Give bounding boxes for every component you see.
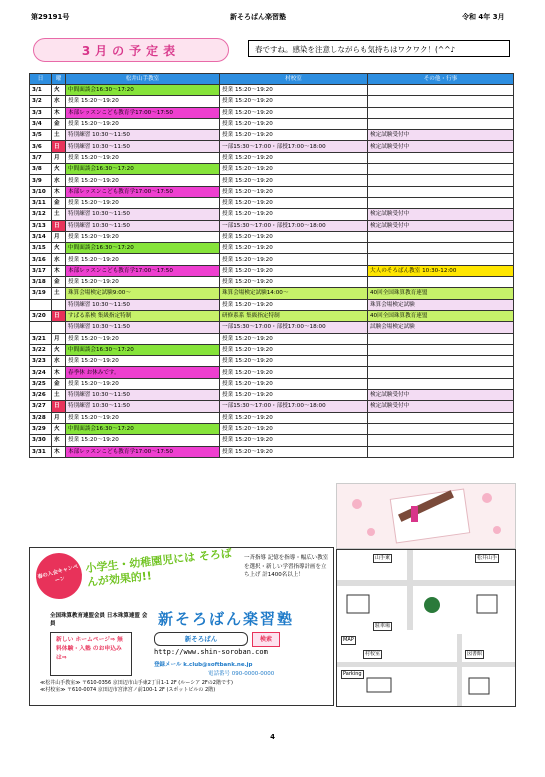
advertisement <box>29 547 334 706</box>
map-label-school: 村校室 <box>365 651 381 657</box>
schedule-body <box>30 85 514 458</box>
map-label-parking-lot: 駐車場 <box>375 623 391 629</box>
row-date <box>30 299 52 310</box>
row-second-school: 授業 15:20～19:20 <box>220 231 368 242</box>
row-matsui-yamate: 特別練習 10:30～11:50 <box>66 322 220 333</box>
row-date <box>30 322 52 333</box>
row-event <box>368 412 514 423</box>
row-matsui-yamate: 授業 15:20～19:20 <box>66 96 220 107</box>
row-matsui-yamate: 特別練習 10:30～11:50 <box>66 401 220 412</box>
row-matsui-yamate: 特別練習 10:30～11:50 <box>66 390 220 401</box>
row-date: 3/9 <box>30 175 52 186</box>
row-matsui-yamate: 中間面談会16:30～17:20 <box>66 164 220 175</box>
row-date: 3/26 <box>30 390 52 401</box>
contact-email: 登録メール k.club@softbank.ne.jp <box>154 662 253 668</box>
row-second-school: 授業 15:20～19:20 <box>220 209 368 220</box>
access-map <box>336 549 516 707</box>
row-weekday: 木 <box>52 107 66 118</box>
row-date: 3/7 <box>30 152 52 163</box>
row-second-school: 授業 15:20～19:20 <box>220 367 368 378</box>
row-event: 検定試験受付中 <box>368 220 514 231</box>
schedule-row <box>30 220 514 231</box>
row-event <box>368 164 514 175</box>
row-matsui-yamate: 授業 15:20～19:20 <box>66 356 220 367</box>
row-matsui-yamate: 授業 15:20～19:20 <box>66 412 220 423</box>
row-event <box>368 344 514 355</box>
row-event: 大人のそろばん教室 10:30-12:00 <box>368 265 514 276</box>
homepage-info: 新しい ホームページ⇒ 無料体験・入塾 のお申込みは⇒ <box>50 632 132 676</box>
map-label-station: 松井山手 <box>477 555 498 561</box>
row-matsui-yamate: 春季休 お休みです。 <box>66 367 220 378</box>
row-event: 検定試験受付中 <box>368 209 514 220</box>
row-weekday: 水 <box>52 175 66 186</box>
row-weekday: 火 <box>52 344 66 355</box>
row-matsui-yamate: 授業 15:20～19:20 <box>66 277 220 288</box>
row-second-school: 授業 15:20～19:20 <box>220 152 368 163</box>
row-second-school: 授業 15:20～19:20 <box>220 85 368 96</box>
row-weekday: 月 <box>52 231 66 242</box>
row-event: 検定試験受付中 <box>368 401 514 412</box>
row-matsui-yamate: 特別練習 10:30～11:50 <box>66 141 220 152</box>
schedule-row <box>30 356 514 367</box>
search-banner: 新そろばん <box>154 632 248 646</box>
row-weekday <box>52 322 66 333</box>
schedule-row <box>30 107 514 118</box>
row-date: 3/4 <box>30 118 52 129</box>
row-weekday: 火 <box>52 243 66 254</box>
row-weekday <box>52 299 66 310</box>
contact-phone: 電話番号 090-0000-0000 <box>208 671 275 677</box>
row-date: 3/17 <box>30 265 52 276</box>
schedule-row <box>30 401 514 412</box>
row-event <box>368 152 514 163</box>
map-label-map: MAP <box>343 637 354 643</box>
row-date: 3/30 <box>30 435 52 446</box>
row-event: 検定試験受付中 <box>368 130 514 141</box>
row-weekday: 火 <box>52 423 66 434</box>
schedule-row <box>30 344 514 355</box>
row-matsui-yamate: すぱる系検 集級指定特制 <box>66 310 220 321</box>
row-second-school: 授業 15:20～19:20 <box>220 254 368 265</box>
row-event: 40回全国珠算教育連盟 <box>368 288 514 299</box>
row-event: 試験会場検定試験 <box>368 322 514 333</box>
schedule-row <box>30 164 514 175</box>
row-matsui-yamate: 本部レッスンこども教育学17:00～17:50 <box>66 446 220 457</box>
header-matsui-yamate: 松井山手教室 <box>66 74 220 85</box>
row-second-school: 授業 15:20～19:20 <box>220 107 368 118</box>
row-weekday: 月 <box>52 412 66 423</box>
row-matsui-yamate: 特別練習 10:30～11:50 <box>66 130 220 141</box>
schedule-header-row <box>30 74 514 85</box>
row-date: 3/1 <box>30 85 52 96</box>
row-event <box>368 231 514 242</box>
search-button[interactable]: 検索 <box>252 632 280 647</box>
schedule-row <box>30 96 514 107</box>
row-matsui-yamate: 中間面談会16:30～17:20 <box>66 423 220 434</box>
row-event <box>368 333 514 344</box>
row-second-school: 授業 15:20～19:20 <box>220 118 368 129</box>
schedule-row <box>30 254 514 265</box>
website-url[interactable]: http://www.shin-soroban.com <box>154 648 268 656</box>
row-date: 3/10 <box>30 186 52 197</box>
issue-date: 令和 4年 3月 <box>462 13 505 21</box>
campaign-stamp: 春の入会キャンペーン <box>31 548 87 604</box>
row-second-school: 授業 15:20～19:20 <box>220 378 368 389</box>
school-name: 新そろばん楽習塾 <box>158 610 295 628</box>
row-date: 3/22 <box>30 344 52 355</box>
row-second-school: 授業 15:20～19:20 <box>220 390 368 401</box>
row-weekday: 日 <box>52 310 66 321</box>
ad-catchphrase: 小学生・幼稚園児には そろばんが効果的!! <box>84 546 233 590</box>
row-event <box>368 96 514 107</box>
row-matsui-yamate: 授業 15:20～19:20 <box>66 231 220 242</box>
row-second-school: 授業 15:20～19:20 <box>220 299 368 310</box>
row-second-school: 授業 15:20～19:20 <box>220 243 368 254</box>
row-event <box>368 197 514 208</box>
row-matsui-yamate: 本部レッスンこども教育学17:00～17:50 <box>66 107 220 118</box>
row-matsui-yamate: 中間面談会16:30～17:20 <box>66 243 220 254</box>
row-matsui-yamate: 授業 15:20～19:20 <box>66 254 220 265</box>
map-label-area: 山手東 <box>375 555 391 561</box>
header-weekday: 曜 <box>52 74 66 85</box>
row-event <box>368 107 514 118</box>
row-matsui-yamate: 中間面談会16:30～17:20 <box>66 85 220 96</box>
schedule-row <box>30 209 514 220</box>
row-second-school: 授業 15:20～19:20 <box>220 164 368 175</box>
row-second-school: 授業 15:20～19:20 <box>220 333 368 344</box>
row-date: 3/28 <box>30 412 52 423</box>
row-second-school: 授業 15:20～19:20 <box>220 344 368 355</box>
row-second-school: 授業 15:20～19:20 <box>220 197 368 208</box>
row-date: 3/11 <box>30 197 52 208</box>
schedule-row <box>30 435 514 446</box>
row-second-school: 授業 15:20～19:20 <box>220 175 368 186</box>
row-weekday: 金 <box>52 118 66 129</box>
row-date: 3/21 <box>30 333 52 344</box>
row-second-school: 授業 15:20～19:20 <box>220 277 368 288</box>
schedule-row <box>30 130 514 141</box>
issue-number: 第29191号 <box>31 13 70 21</box>
schedule-row <box>30 277 514 288</box>
page-title: 3月の予定表 <box>33 38 229 62</box>
school-addresses <box>40 680 330 694</box>
row-weekday: 水 <box>52 435 66 446</box>
row-second-school: 授業 15:20～19:20 <box>220 130 368 141</box>
row-weekday: 木 <box>52 186 66 197</box>
schedule-row <box>30 186 514 197</box>
row-matsui-yamate: 特別練習 10:30～11:50 <box>66 299 220 310</box>
row-matsui-yamate: 特別練習 10:30～11:50 <box>66 209 220 220</box>
row-date: 3/15 <box>30 243 52 254</box>
row-event <box>368 85 514 96</box>
page-number: 4 <box>270 733 275 741</box>
row-matsui-yamate: 本部レッスンこども教育学17:00～17:50 <box>66 265 220 276</box>
row-event <box>368 243 514 254</box>
row-second-school: 授業 15:20～19:20 <box>220 356 368 367</box>
schedule-row <box>30 378 514 389</box>
row-event <box>368 423 514 434</box>
schedule-row <box>30 322 514 333</box>
seasonal-message: 春ですね。感染を注意しながらも気持ちはワクワク！(^^♪ <box>248 40 510 57</box>
row-matsui-yamate: 授業 15:20～19:20 <box>66 118 220 129</box>
row-weekday: 土 <box>52 288 66 299</box>
row-date: 3/3 <box>30 107 52 118</box>
decor-photo <box>336 483 516 549</box>
row-weekday: 金 <box>52 277 66 288</box>
row-date: 3/2 <box>30 96 52 107</box>
row-event <box>368 175 514 186</box>
schedule-row <box>30 141 514 152</box>
row-weekday: 木 <box>52 367 66 378</box>
row-event <box>368 378 514 389</box>
schedule-row <box>30 333 514 344</box>
schedule-row <box>30 310 514 321</box>
schedule-row <box>30 175 514 186</box>
row-weekday: 火 <box>52 85 66 96</box>
row-weekday: 日 <box>52 141 66 152</box>
row-event <box>368 254 514 265</box>
schedule-row <box>30 197 514 208</box>
row-weekday: 木 <box>52 265 66 276</box>
header-events: その他・行事 <box>368 74 514 85</box>
row-second-school: 一部15:30～17:00・部授17:00～18:00 <box>220 401 368 412</box>
row-date: 3/29 <box>30 423 52 434</box>
row-date: 3/27 <box>30 401 52 412</box>
row-weekday: 土 <box>52 209 66 220</box>
row-weekday: 金 <box>52 197 66 208</box>
row-second-school: 授業 15:20～19:20 <box>220 96 368 107</box>
map-label-parking: Parking <box>343 671 362 677</box>
row-matsui-yamate: 特別練習 10:30～11:50 <box>66 220 220 231</box>
row-date: 3/14 <box>30 231 52 242</box>
row-second-school: 研修系系 集級指定特制 <box>220 310 368 321</box>
schedule-row <box>30 231 514 242</box>
row-date: 3/24 <box>30 367 52 378</box>
row-second-school: 授業 15:20～19:20 <box>220 446 368 457</box>
row-weekday: 土 <box>52 390 66 401</box>
row-date: 3/13 <box>30 220 52 231</box>
row-weekday: 日 <box>52 220 66 231</box>
row-date: 3/6 <box>30 141 52 152</box>
row-weekday: 水 <box>52 96 66 107</box>
row-matsui-yamate: 授業 15:20～19:20 <box>66 435 220 446</box>
row-second-school: 一部15:30～17:00・部授17:00～18:00 <box>220 220 368 231</box>
row-event: 検定試験受付中 <box>368 141 514 152</box>
schedule-row <box>30 288 514 299</box>
header-second-school: 村校室 <box>220 74 368 85</box>
schedule-row <box>30 446 514 457</box>
row-event <box>368 446 514 457</box>
row-event <box>368 356 514 367</box>
row-event: 40回全国珠算教育連盟 <box>368 310 514 321</box>
row-second-school: 一部15:30～17:00・部授17:00～18:00 <box>220 141 368 152</box>
address-second-school: ≪村校室≫ 〒610-0074 京田辺市宮津宮ノ前100-1 2F (スポットビルの 2階) <box>40 687 216 693</box>
row-weekday: 月 <box>52 333 66 344</box>
row-matsui-yamate: 授業 15:20～19:20 <box>66 197 220 208</box>
schedule-table <box>29 73 514 458</box>
row-date: 3/8 <box>30 164 52 175</box>
school-affiliation: 全国珠算教育連盟会員 日本珠算連盟 会員 <box>50 613 148 627</box>
schedule-row <box>30 243 514 254</box>
row-event <box>368 277 514 288</box>
row-second-school: 授業 15:20～19:20 <box>220 186 368 197</box>
row-weekday: 水 <box>52 254 66 265</box>
row-second-school: 授業 15:20～19:20 <box>220 435 368 446</box>
row-matsui-yamate: 授業 15:20～19:20 <box>66 378 220 389</box>
row-date: 3/31 <box>30 446 52 457</box>
row-matsui-yamate: 授業 15:20～19:20 <box>66 152 220 163</box>
newsletter-name: 新そろばん楽習塾 <box>230 13 286 21</box>
row-second-school: 授業 15:20～19:20 <box>220 265 368 276</box>
schedule-row <box>30 85 514 96</box>
address-matsui-yamate: ≪松井山手教室≫ 〒610-0356 京田辺市山手東2丁目1-1 2F (ルーシア 2Fの2階です) <box>40 680 233 686</box>
row-weekday: 木 <box>52 446 66 457</box>
row-date: 3/23 <box>30 356 52 367</box>
schedule-row <box>30 390 514 401</box>
schedule-row <box>30 423 514 434</box>
row-event: 珠算会場検定試験 <box>368 299 514 310</box>
schedule-row <box>30 265 514 276</box>
row-date: 3/18 <box>30 277 52 288</box>
row-second-school: 珠算会場検定試験14:00～ <box>220 288 368 299</box>
header-date: 日 <box>30 74 52 85</box>
row-matsui-yamate: 本部レッスンこども教育学17:00～17:50 <box>66 186 220 197</box>
row-matsui-yamate: 珠算会場検定試験9:00～ <box>66 288 220 299</box>
schedule-row <box>30 367 514 378</box>
row-weekday: 火 <box>52 164 66 175</box>
row-date: 3/16 <box>30 254 52 265</box>
row-weekday: 金 <box>52 378 66 389</box>
row-event: 検定試験受付中 <box>368 390 514 401</box>
schedule-row <box>30 299 514 310</box>
row-weekday: 土 <box>52 130 66 141</box>
row-matsui-yamate: 中間面談会16:30～17:20 <box>66 344 220 355</box>
row-matsui-yamate: 授業 15:20～19:20 <box>66 175 220 186</box>
schedule-row <box>30 152 514 163</box>
row-weekday: 月 <box>52 152 66 163</box>
row-weekday: 水 <box>52 356 66 367</box>
row-date: 3/20 <box>30 310 52 321</box>
row-date: 3/5 <box>30 130 52 141</box>
schedule-row <box>30 412 514 423</box>
schedule-row <box>30 118 514 129</box>
row-date: 3/12 <box>30 209 52 220</box>
row-date: 3/19 <box>30 288 52 299</box>
row-second-school: 授業 15:20～19:20 <box>220 423 368 434</box>
row-date: 3/25 <box>30 378 52 389</box>
row-second-school: 一部15:30～17:00・部授17:00～18:00 <box>220 322 368 333</box>
row-event <box>368 435 514 446</box>
row-second-school: 授業 15:20～19:20 <box>220 412 368 423</box>
ad-promo-text: 一斉指導 記憶を指導・幅広い教室を選択・新しい学習指導計画を立ち上げ 計1400名以上！ <box>244 555 329 578</box>
row-event <box>368 367 514 378</box>
row-event <box>368 118 514 129</box>
row-weekday: 日 <box>52 401 66 412</box>
row-matsui-yamate: 授業 15:20～19:20 <box>66 333 220 344</box>
row-event <box>368 186 514 197</box>
map-label-library: 図書館 <box>467 651 483 657</box>
